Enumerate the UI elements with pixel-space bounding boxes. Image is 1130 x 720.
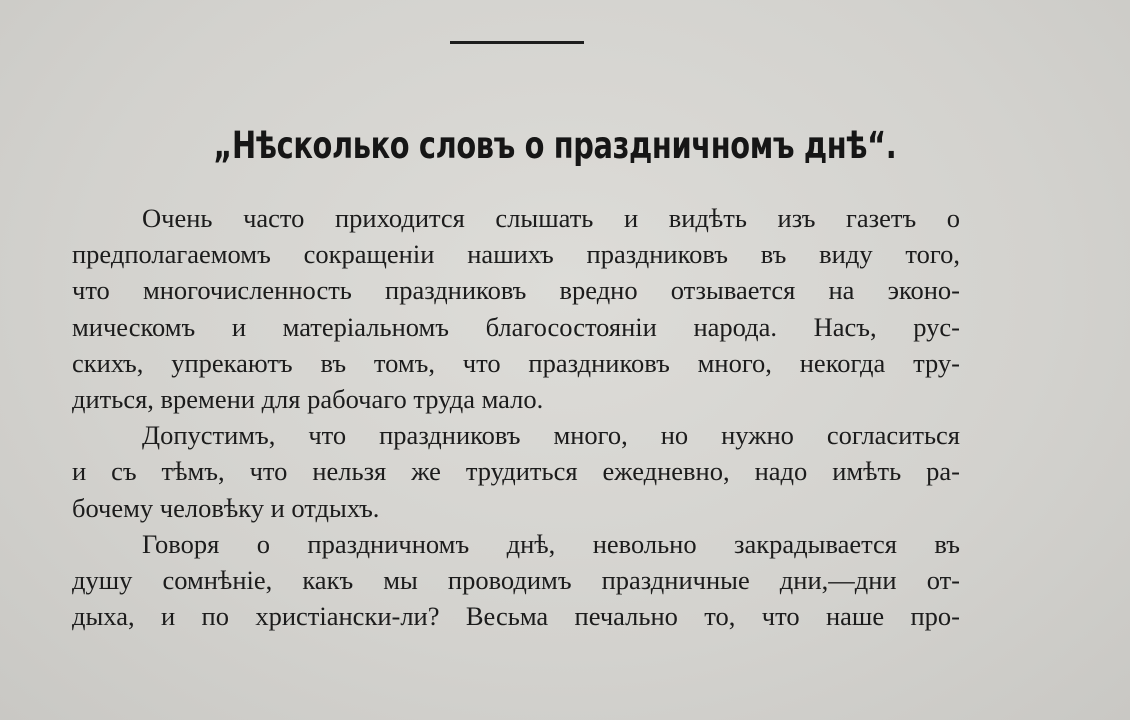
article-body [72,200,960,634]
paragraph-1-line-4: мическомъ и матеріальномъ благосостояніи народа. Насъ, рус- [72,311,960,342]
paragraph-1-line-1: Очень часто приходится слышать и видѣть изъ газетъ о [142,203,960,233]
paragraph-1-line-5: скихъ, упрекаютъ въ томъ, что праздниковъ много, некогда тру- [72,347,960,378]
paragraph-3-line-3: дыха, и по христіански-ли? Весьма печально то, что наше про- [72,601,960,632]
page-title: „Нѣсколько словъ о праздничномъ днѣ“. [213,124,897,167]
paragraph-1-line-2: предполагаемомъ сокращеніи нашихъ праздниковъ въ виду того, [72,239,960,270]
paragraph-2-line-2: и съ тѣмъ, что нельзя же трудиться ежедневно, надо имѣть ра- [72,456,960,487]
paragraph-2-line-3: бочему человѣку и отдыхъ. [72,492,380,523]
paragraph-1-line-3: что многочисленность праздниковъ вредно отзывается на эконо- [72,275,960,306]
header-rule [450,41,584,44]
paragraph-1-line-6: диться, времени для рабочаго труда мало. [72,383,544,414]
paragraph-2-line-1: Допустимъ, что праздниковъ много, но нужно согласиться [142,420,960,451]
paragraph-3-line-2: душу сомнѣніе, какъ мы проводимъ праздничные дни,—дни от- [72,564,960,595]
paragraph-3-line-1: Говоря о праздничномъ днѣ, невольно закрадывается въ [142,528,960,559]
